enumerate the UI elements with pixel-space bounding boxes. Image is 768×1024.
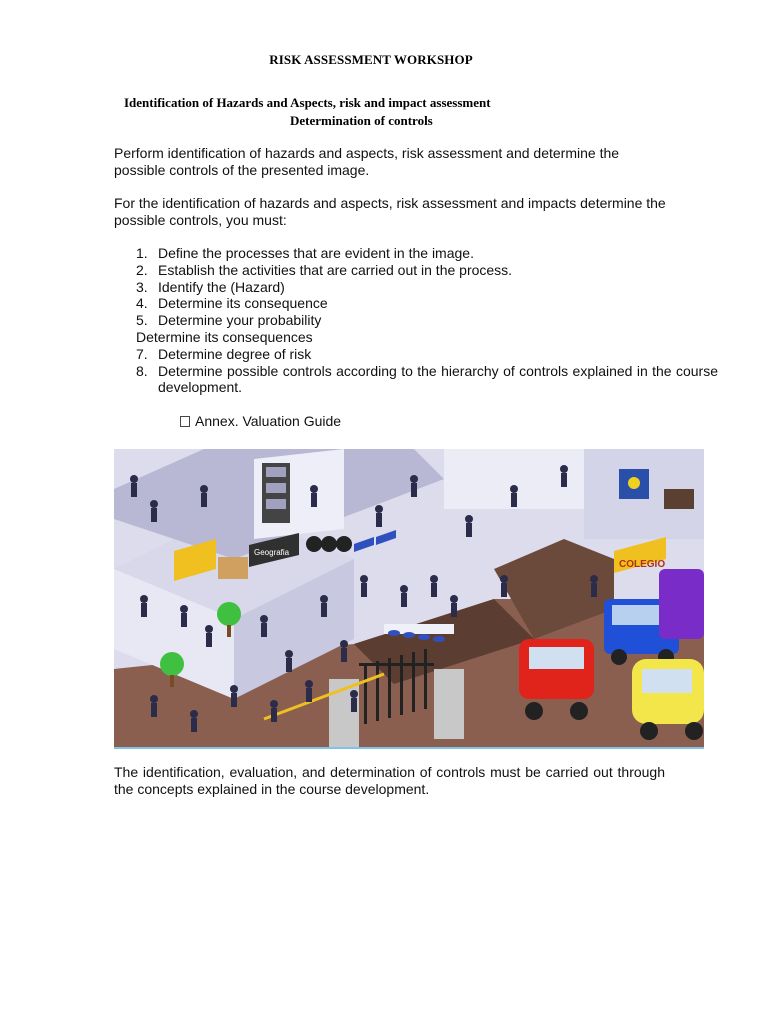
- annex-reference: [180, 413, 341, 429]
- list-item-text: Determine possible controls according to the hierarchy of controls explained in the course development.: [158, 362, 718, 396]
- list-item: [114, 346, 718, 363]
- list-item: [114, 312, 718, 329]
- school-sign-text: COLEGIO: [619, 559, 666, 570]
- list-item-number: 5.: [136, 312, 148, 329]
- document-title: RISK ASSESSMENT WORKSHOP: [269, 52, 473, 67]
- list-item: [114, 245, 718, 262]
- list-item-number: 7.: [136, 345, 148, 362]
- school-scene-illustration: [114, 449, 704, 749]
- list-item-number: 8.: [136, 362, 148, 379]
- intro-paragraph: Perform identification of hazards and aspects, risk assessment and determine the possible controls of the presented image.: [114, 145, 620, 178]
- list-item: [114, 262, 718, 279]
- steps-list: [114, 245, 718, 396]
- missing-glyph-icon: [180, 416, 190, 427]
- document-subtitle-line2: Determination of controls: [290, 113, 433, 128]
- list-item: [114, 363, 718, 397]
- list-item-text: Determine degree of risk: [158, 345, 312, 362]
- closing-paragraph: The identification, evaluation, and determination of controls must be carried out through the concepts explained in the course development.: [114, 764, 665, 797]
- list-item: [114, 329, 718, 346]
- list-item-number: 1.: [136, 245, 148, 261]
- annex-label: Annex. Valuation Guide: [195, 413, 342, 429]
- list-item-text: Define the processes that are evident in the image.: [158, 245, 474, 261]
- list-item-text: Determine its consequence: [158, 295, 328, 312]
- list-item: [114, 295, 718, 312]
- list-item-number: 2.: [136, 261, 148, 278]
- document-subtitle-line1: Identification of Hazards and Aspects, risk and impact assessment: [124, 95, 491, 110]
- list-item-text: Determine its consequences: [136, 328, 313, 345]
- list-item-text: Establish the activities that are carried out in the process.: [158, 261, 513, 278]
- list-item-number: 3.: [136, 278, 148, 295]
- list-item-text: Determine your probability: [158, 312, 322, 329]
- list-item-number: 4.: [136, 295, 148, 312]
- instructions-paragraph: For the identification of hazards and aspects, risk assessment and impacts determine the possible controls, you must:: [114, 195, 666, 228]
- list-item: [114, 279, 718, 296]
- list-item-text: Identify the (Hazard): [158, 278, 285, 295]
- classroom-sign-text: Geografia: [254, 548, 290, 557]
